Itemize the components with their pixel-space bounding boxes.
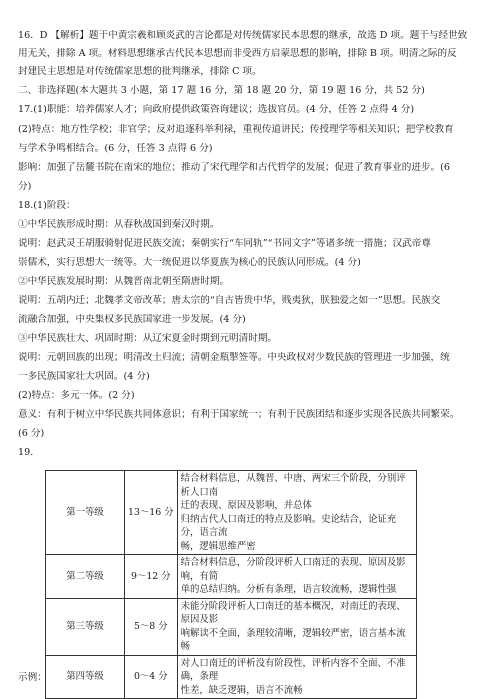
text-line: 影响：加强了岳麓书院在南宋的地位；推动了宋代理学和古代哲学的发展；促进了教育事业的进步。(6 — [18, 162, 450, 173]
rubric-criteria-line: 迁的表现、原因及影响，并总体 — [180, 500, 312, 511]
text-line: 17.(1)职能：培养儒家人才；向政府提供政策咨询建议；选拔官员。(4 分，任答 2 点得 4 分) — [18, 104, 415, 115]
text-line: 19. — [18, 447, 34, 458]
rubric-criteria-line: 结合材料信息，从魏晋、中唐、两宋三个阶段，分别评析人口南 — [180, 473, 406, 498]
rubric-score: 5～8 分 — [125, 598, 178, 655]
text-line: 崇儒术，实行思想大一统等。大一统促进以华夏族为核心的民族认同形成。(4 分) — [18, 257, 361, 268]
rubric-criteria-line: 畅，逻辑思维严密 — [180, 540, 256, 552]
rubric-row — [46, 555, 417, 599]
rubric-criteria — [177, 471, 416, 555]
rubric-level: 第三等级 — [46, 598, 125, 655]
text-line: 封建民主思想是对传统儒家思想的批判继承，排除 C 项。 — [18, 66, 262, 77]
rubric-criteria-line: 性差，缺乏逻辑，语言不流畅 — [180, 684, 303, 696]
text-line: ②中华民族发展时期：从魏晋南北朝至隋唐时期。 — [18, 276, 230, 287]
text-line: 18.(1)阶段： — [18, 200, 76, 211]
text-line: 说明：元朝回族的出现；明清改土归流；清朝金瓶掣签等。中央政权对少数民族的管理进一步加强，统 — [18, 352, 450, 363]
rubric-criteria-line: 未能分阶段评析人口南迁的基本概况，对南迁的表现、原因及影 — [180, 600, 406, 625]
text-line: (2)特点：地方性学校；非官学；反对追逐科举利禄，重视传道讲民；传授理学等相关知识；把学校教育 — [18, 124, 454, 135]
text-line: 说明：五胡内迁；北魏孝文帝改革；唐太宗的“自古皆贵中华，贱夷狄，朕独爱之如一”思想。民族交 — [18, 295, 441, 306]
text-line: 示例： — [18, 672, 47, 683]
text-line: ③中华民族壮大、巩固时期：从辽宋夏金时期到元明清时期。 — [18, 333, 278, 344]
rubric-level: 第四等级 — [46, 655, 125, 699]
text-line: 与学术争鸣相结合。(6 分，任答 3 点得 6 分) — [18, 143, 213, 154]
text-line: 二、非选择题(本大题共 3 小题，第 17 题 16 分，第 18 题 20 分，第 19 题 16 分，共 52 分) — [18, 85, 425, 96]
text-line: 16．D 【解析】题干中黄宗羲和顾炎武的言论都是对传统儒家民本思想的继承，故选 D 项。题干与经世致 — [18, 30, 468, 41]
rubric-level: 第二等级 — [46, 555, 125, 599]
rubric-criteria-line: 对人口南迁的评析没有阶段性，评析内容不全面、不准确，条理 — [180, 657, 406, 682]
rubric-criteria — [177, 598, 416, 655]
rubric-score: 0～4 分 — [125, 655, 178, 699]
rubric-criteria — [177, 555, 416, 599]
text-line: 意义：有利于树立中华民族共同体意识；有利于国家统一；有利于民族团结和逐步实现各民族共同繁荣。 — [18, 409, 460, 420]
text-line: 用无关，排除 A 项。材料思想继承古代民本思想而非受西方启蒙思想的影响，排除 B 项。明清之际的反 — [18, 48, 457, 59]
rubric-row — [46, 598, 417, 655]
text-line: 一多民族国家壮大巩固。(4 分) — [18, 371, 150, 382]
text-line: 说明：赵武灵王胡服骑射促进民族交流；秦朝实行“车同轨”“书同文字”等诸多统一措施；汉武帝尊 — [18, 238, 431, 249]
rubric-criteria-line: 单的总结归纳。分析有条理，语言较流畅，逻辑性强 — [180, 584, 397, 595]
rubric-score: 9～12 分 — [125, 555, 178, 599]
text-line: 分) — [18, 181, 32, 192]
rubric-row — [46, 471, 417, 555]
scoring-rubric-table — [45, 470, 417, 699]
rubric-criteria-line: 归纳古代人口南迁的特点及影响。史论结合，论证充分，语言流 — [180, 513, 397, 538]
rubric-level: 第一等级 — [46, 471, 125, 555]
rubric-criteria-line: 结合材料信息，分阶段评析人口南迁的表现、原因及影响，有简 — [180, 557, 406, 582]
rubric-score: 13～16 分 — [125, 471, 178, 555]
text-line: ①中华民族形成时期：从春秋战国到秦汉时期。 — [18, 219, 220, 230]
text-line: 流融合加强，中央集权多民族国家进一步发展。(4 分) — [18, 314, 246, 325]
text-line: (6 分) — [18, 428, 45, 439]
rubric-criteria-line: 响解读不全面，条理较清晰，逻辑较严密，语言基本流畅 — [180, 627, 406, 652]
text-line: (2)特点：多元一体。(2 分) — [18, 390, 135, 401]
